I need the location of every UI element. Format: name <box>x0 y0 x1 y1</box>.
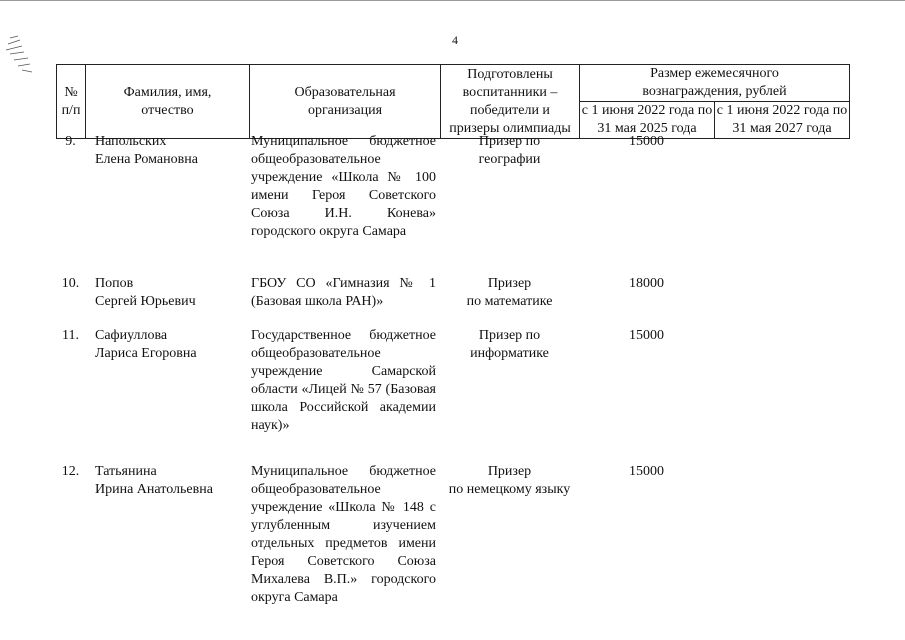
row-number: 10. <box>61 276 80 291</box>
award-line: Призер <box>487 464 532 479</box>
organization: Муниципальное бюджетное общеобразовательное учреждение «Школа № 148 с углубленным изучением отдельных предметов имени Героя Советского Союза Михалева В.П.» городского округа Самара <box>251 464 436 605</box>
surname: Сафиуллова <box>95 328 168 343</box>
surname: Попов <box>95 276 134 291</box>
header-period-2: с 1 июня 2022 года по 31 мая 2027 года <box>715 102 850 139</box>
person-name <box>85 275 249 311</box>
award-line: географии <box>478 152 541 167</box>
row-number: 11. <box>62 328 79 343</box>
header-org: Образовательная организация <box>250 65 441 139</box>
amount-period-1: 15000 <box>629 328 664 343</box>
row-number: 12. <box>61 464 80 479</box>
amount-period-2 <box>714 275 849 311</box>
surname: Напольских <box>95 134 167 149</box>
award-line: по математике <box>466 294 553 309</box>
award <box>440 327 579 435</box>
organization: ГБОУ СО «Гимназия № 1 (Базовая школа РАН)» <box>251 276 436 309</box>
given-names: Елена Романовна <box>95 152 198 167</box>
person-name <box>85 463 249 607</box>
table-row <box>56 275 849 311</box>
person-name <box>85 327 249 435</box>
award <box>440 463 579 607</box>
award-line: Призер <box>487 276 532 291</box>
surname: Татьянина <box>95 464 157 479</box>
header-period-1: с 1 июня 2022 года по 31 мая 2025 года <box>580 102 715 139</box>
amount-period-2 <box>714 327 849 435</box>
page-number: 4 <box>452 33 458 47</box>
amount-period-1: 15000 <box>629 134 664 149</box>
table-body <box>56 133 849 607</box>
award <box>440 275 579 311</box>
top-scan-edge <box>0 0 905 1</box>
award <box>440 133 579 241</box>
table-row <box>56 463 849 607</box>
given-names: Лариса Егоровна <box>95 346 197 361</box>
table-row <box>56 133 849 241</box>
header-prepared: Подготовлены воспитанники – победители и призеры олимпиады <box>441 65 580 139</box>
amount-period-1: 15000 <box>629 464 664 479</box>
handwritten-mark <box>4 34 34 76</box>
header-name: Фамилия, имя, отчество <box>86 65 250 139</box>
award-line: информатике <box>470 346 549 361</box>
award-line: по немецкому языку <box>448 482 571 497</box>
given-names: Ирина Анатольевна <box>95 482 213 497</box>
award-line: Призер по <box>478 134 541 149</box>
amount-period-1: 18000 <box>629 276 664 291</box>
organization: Муниципальное бюджетное общеобразовательное учреждение «Школа № 100 имени Героя Советского Союза И.Н. Конева» городского округа Самара <box>251 134 436 239</box>
table-header <box>56 64 850 139</box>
amount-period-2 <box>714 463 849 607</box>
row-number: 9. <box>65 134 76 149</box>
amount-period-2 <box>714 133 849 241</box>
header-num: № п/п <box>57 65 86 139</box>
award-line: Призер по <box>478 328 541 343</box>
given-names: Сергей Юрьевич <box>95 294 196 309</box>
table-row <box>56 327 849 435</box>
header-reward: Размер ежемесячного вознаграждения, рублей <box>580 65 850 102</box>
organization: Государственное бюджетное общеобразовательное учреждение Самарской области «Лицей № 57 (Базовая школа Российской академии наук)» <box>251 328 436 433</box>
person-name <box>85 133 249 241</box>
